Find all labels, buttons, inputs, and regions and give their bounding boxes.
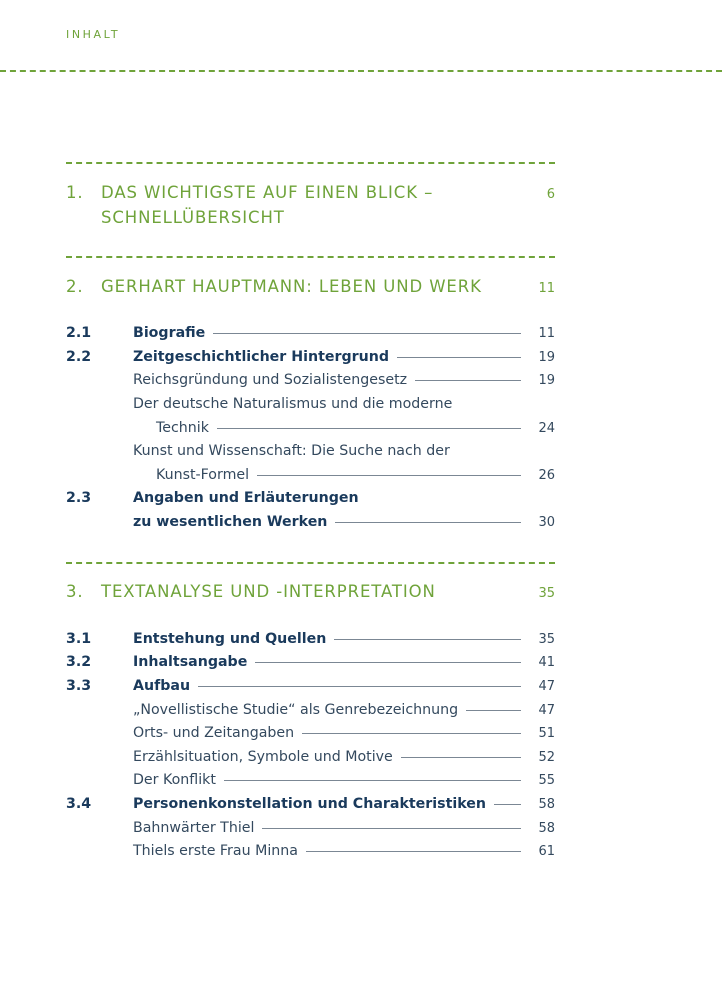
entry-label: zu wesentlichen Werken [133, 514, 328, 530]
chapter-title-line: SCHNELLÜBERSICHT [101, 208, 285, 227]
toc-entry-2-3-continuation[interactable] [66, 510, 555, 534]
entry-label: Personenkonstellation und Charakteristiken [133, 796, 487, 812]
entry-page-number: 58 [538, 797, 555, 812]
toc-entry-3-1[interactable] [66, 627, 555, 651]
dot-leader [213, 333, 521, 334]
entry-label: Kunst-Formel [156, 467, 250, 483]
toc-subentry-continuation[interactable] [66, 416, 555, 440]
entry-page-number: 19 [538, 350, 555, 365]
entry-label: Bahnwärter Thiel [133, 820, 255, 836]
entry-page-number: 55 [538, 773, 555, 788]
entry-page-number: 47 [538, 679, 555, 694]
entry-page-number: 11 [538, 326, 555, 341]
toc-entry-2-3[interactable] [66, 486, 555, 510]
dot-leader [306, 851, 521, 852]
dot-leader [415, 380, 521, 381]
entry-page-number: 52 [538, 750, 555, 765]
entry-number: 3.3 [66, 678, 92, 694]
chapter-page-number: 6 [546, 187, 555, 202]
toc-entry-3-4[interactable] [66, 792, 555, 816]
entry-label: Biografie [133, 325, 206, 341]
entry-label: „Novellistische Studie“ als Genrebezeichnung [133, 702, 459, 718]
dot-leader [217, 428, 521, 429]
toc-entry-3-2[interactable] [66, 650, 555, 674]
toc-subentry[interactable] [66, 698, 555, 722]
dot-leader [302, 733, 521, 734]
toc-subentry-line[interactable] [66, 392, 555, 416]
entry-label: Aufbau [133, 678, 191, 694]
entry-label: Orts- und Zeitangaben [133, 725, 295, 741]
chapter-title-line: GERHART HAUPTMANN: LEBEN UND WERK [101, 277, 482, 296]
toc-subentry[interactable] [66, 745, 555, 769]
dot-leader [397, 357, 521, 358]
entry-number: 3.2 [66, 654, 92, 670]
entry-page-number: 26 [538, 468, 555, 483]
entry-page-number: 35 [538, 632, 555, 647]
entry-label: Entstehung und Quellen [133, 631, 327, 647]
entry-label: Reichsgründung und Sozialistengesetz [133, 372, 408, 388]
entry-number: 2.2 [66, 349, 92, 365]
section-divider [66, 562, 555, 564]
toc-subentry-continuation[interactable] [66, 463, 555, 487]
entry-page-number: 47 [538, 703, 555, 718]
chapter-title-line: DAS WICHTIGSTE AUF EINEN BLICK – [101, 183, 434, 202]
toc-subentry[interactable] [66, 768, 555, 792]
running-head: INHALT [66, 28, 121, 41]
entry-page-number: 24 [538, 421, 555, 436]
entry-label: Erzählsituation, Symbole und Motive [133, 749, 393, 765]
chapter-page-number: 11 [538, 281, 555, 296]
entry-page-number: 51 [538, 726, 555, 741]
dot-leader [334, 639, 521, 640]
section-divider [66, 162, 555, 164]
dot-leader [466, 710, 521, 711]
dot-leader [262, 828, 521, 829]
dot-leader [198, 686, 521, 687]
entry-page-number: 19 [538, 373, 555, 388]
chapter-number: 1. [66, 183, 84, 202]
entry-number: 2.1 [66, 325, 92, 341]
chapter-number: 3. [66, 582, 84, 601]
entry-label: Technik [156, 420, 209, 436]
entry-label: Der deutsche Naturalismus und die moderne [133, 396, 453, 412]
toc-entry-2-1[interactable] [66, 321, 555, 345]
entry-page-number: 58 [538, 821, 555, 836]
dot-leader [255, 662, 521, 663]
entry-number: 3.1 [66, 631, 92, 647]
toc-entry-2-2[interactable] [66, 345, 555, 369]
toc-subentry[interactable] [66, 368, 555, 392]
entry-label: Inhaltsangabe [133, 654, 248, 670]
entry-page-number: 41 [538, 655, 555, 670]
section-divider [66, 256, 555, 258]
toc-subentry[interactable] [66, 816, 555, 840]
toc-subentry[interactable] [66, 839, 555, 863]
toc-subentry-line[interactable] [66, 439, 555, 463]
chapter-number: 2. [66, 277, 84, 296]
chapter-title-line: TEXTANALYSE UND -INTERPRETATION [101, 582, 436, 601]
toc-chapter-2[interactable] [66, 274, 555, 299]
entry-page-number: 30 [538, 515, 555, 530]
entry-label: Zeitgeschichtlicher Hintergrund [133, 349, 389, 365]
entry-number: 3.4 [66, 796, 92, 812]
toc-chapter-1[interactable] [66, 180, 555, 230]
toc-chapter-3[interactable] [66, 579, 555, 604]
dot-leader [335, 522, 521, 523]
dot-leader [494, 804, 521, 805]
dot-leader [401, 757, 521, 758]
dot-leader [224, 780, 521, 781]
toc-subentry[interactable] [66, 721, 555, 745]
header-divider [0, 70, 722, 72]
entry-number: 2.3 [66, 490, 92, 506]
entry-page-number: 61 [538, 844, 555, 859]
entry-label: Der Konflikt [133, 772, 216, 788]
dot-leader [257, 475, 521, 476]
entry-label: Angaben und Erläuterungen [133, 490, 359, 506]
chapter-page-number: 35 [538, 586, 555, 601]
entry-label: Kunst und Wissenschaft: Die Suche nach der [133, 443, 450, 459]
entry-label: Thiels erste Frau Minna [133, 843, 298, 859]
toc-entry-3-3[interactable] [66, 674, 555, 698]
